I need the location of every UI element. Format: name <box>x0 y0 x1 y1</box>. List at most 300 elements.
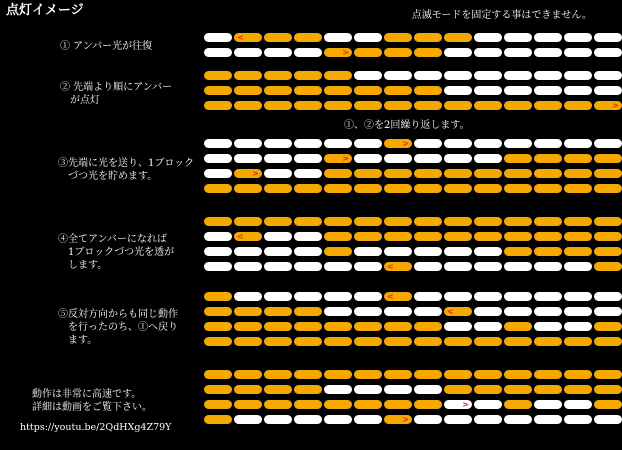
step2-row3-segment-amber <box>594 101 622 110</box>
step2-row3-segment-amber <box>564 101 592 110</box>
final-row1-segment-amber <box>234 370 262 379</box>
step3-row2-segment-white <box>234 154 262 163</box>
step5-row4-segment-amber <box>414 337 442 346</box>
final-row1-segment-amber <box>474 370 502 379</box>
final-row3-segment-amber <box>414 400 442 409</box>
final-row3-segment-amber <box>234 400 262 409</box>
arrow-right-icon: > <box>612 101 619 110</box>
step4-row3-segment-white <box>354 247 382 256</box>
step4-row4-segment-white <box>564 262 592 271</box>
step5-row1-segment-amber <box>204 292 232 301</box>
step4-row4-segment-white <box>324 262 352 271</box>
step5-row4-segment-amber <box>204 337 232 346</box>
step2-row1-segment-white <box>564 71 592 80</box>
final-row2-segment-white <box>384 385 412 394</box>
step2-row1-segment-white <box>474 71 502 80</box>
final-row2-segment-amber <box>504 385 532 394</box>
final-row2-segment-amber <box>294 385 322 394</box>
step5-row2-segment-white <box>354 307 382 316</box>
step3-row1-segment-white <box>444 139 472 148</box>
step5-row4-segment-amber <box>354 337 382 346</box>
final-row3-segment-white <box>534 400 562 409</box>
step5-row3-segment-white <box>564 322 592 331</box>
final-row3-segment-amber <box>264 400 292 409</box>
step4-row3-segment-amber <box>504 247 532 256</box>
step3-row3-segment-amber <box>564 169 592 178</box>
step5-row3-segment-amber <box>594 322 622 331</box>
step3-row1-segment-white <box>504 139 532 148</box>
step2-row3-segment-amber <box>264 101 292 110</box>
step1-row2-segment-amber <box>384 48 412 57</box>
step4-row1-segment-amber <box>324 217 352 226</box>
step1-row2-segment-white <box>534 48 562 57</box>
step3-row1-segment-white <box>594 139 622 148</box>
step5-row2-segment-white <box>594 307 622 316</box>
step2-row1-segment-amber <box>294 71 322 80</box>
step2-row2-segment-white <box>444 86 472 95</box>
step4-row2-segment-white <box>204 232 232 241</box>
step1-row1-segment-white <box>594 33 622 42</box>
step4-row4-segment-white <box>264 262 292 271</box>
step4-row1-segment-amber <box>534 217 562 226</box>
footer-line: 詳細は動画をご覧下さい。 <box>32 402 152 413</box>
step2-row2-segment-white <box>474 86 502 95</box>
step5-row2-segment-white <box>324 307 352 316</box>
final-row2-segment-white <box>324 385 352 394</box>
step3-row3-segment-amber <box>414 169 442 178</box>
step3-line: ③先端に光を送り、1ブロック <box>58 158 195 169</box>
arrow-right-icon: > <box>402 139 409 148</box>
step5-row1-segment-white <box>564 292 592 301</box>
final-row3-segment-white <box>444 400 472 409</box>
step3-row4-segment-amber <box>294 184 322 193</box>
step2-row3-segment-amber <box>414 101 442 110</box>
step2-row3-segment-amber <box>354 101 382 110</box>
step4-row1-segment-amber <box>474 217 502 226</box>
step1-line: ① アンバー光が往復 <box>60 41 153 52</box>
step4-row2-segment-amber <box>384 232 412 241</box>
step2-row2-segment-amber <box>414 86 442 95</box>
step1-row1-segment-amber <box>414 33 442 42</box>
step3-row3-segment-white <box>264 169 292 178</box>
step3-row2-segment-white <box>354 154 382 163</box>
arrow-left-icon: < <box>447 307 454 316</box>
step1-row1-segment-white <box>354 33 382 42</box>
step3-row3-segment-amber <box>444 169 472 178</box>
step3-row2-segment-white <box>204 154 232 163</box>
step5-line: を行ったのち、①へ戻り <box>58 322 178 333</box>
final-row4-segment-amber <box>204 415 232 424</box>
step5-row4-segment-amber <box>324 337 352 346</box>
step2-row3-segment-amber <box>534 101 562 110</box>
step5-row1-segment-amber <box>384 292 412 301</box>
step3-row3-segment-amber <box>474 169 502 178</box>
step2-line: が点灯 <box>60 95 100 106</box>
step4-row2-segment-white <box>294 232 322 241</box>
step4-row4-segment-amber <box>594 262 622 271</box>
final-row1-segment-amber <box>204 370 232 379</box>
step3-row4-segment-amber <box>474 184 502 193</box>
step3-row1-segment-white <box>234 139 262 148</box>
step3-row2-segment-amber <box>564 154 592 163</box>
step5-row3-segment-amber <box>414 322 442 331</box>
step5-row1-segment-white <box>474 292 502 301</box>
step3-row1-segment-white <box>474 139 502 148</box>
step5-row1-segment-white <box>414 292 442 301</box>
step5-row3-segment-white <box>534 322 562 331</box>
step5-row3-segment-white <box>474 322 502 331</box>
step4-row3-segment-amber <box>564 247 592 256</box>
step5-row1-segment-white <box>294 292 322 301</box>
step4-row4-segment-white <box>534 262 562 271</box>
arrow-right-icon: > <box>402 415 409 424</box>
step3-row4-segment-amber <box>414 184 442 193</box>
step5-row2-segment-white <box>414 307 442 316</box>
final-row4-segment-white <box>414 415 442 424</box>
step4-row2-segment-white <box>264 232 292 241</box>
step3-row4-segment-amber <box>234 184 262 193</box>
final-row1-segment-amber <box>324 370 352 379</box>
step2-row2-segment-amber <box>354 86 382 95</box>
step2-row2-segment-white <box>504 86 532 95</box>
step2-row1-segment-amber <box>264 71 292 80</box>
step1-row2-segment-white <box>234 48 262 57</box>
final-row3-segment-white <box>564 400 592 409</box>
step3-row2-segment-white <box>384 154 412 163</box>
step5-row2-segment-white <box>564 307 592 316</box>
step3-row1-segment-white <box>324 139 352 148</box>
step4-line: ④全てアンバーになれば <box>58 234 167 245</box>
final-row1-segment-amber <box>564 370 592 379</box>
step5-row3-segment-amber <box>234 322 262 331</box>
step5-row1-segment-white <box>234 292 262 301</box>
step4-row1-segment-amber <box>594 217 622 226</box>
step4-line: します。 <box>58 260 108 271</box>
step4-row1-segment-amber <box>504 217 532 226</box>
final-row2-segment-amber <box>564 385 592 394</box>
step4-line: 1ブロックづつ光を透が <box>58 247 175 258</box>
fixed-mode-note: 点滅モードを固定する事はできません。 <box>411 10 592 21</box>
final-row4-segment-white <box>264 415 292 424</box>
step4-row2-segment-amber <box>474 232 502 241</box>
footer-line: 動作は非常に高速です。 <box>32 389 142 400</box>
step5-row1-segment-white <box>354 292 382 301</box>
step1-row1-segment-amber <box>234 33 262 42</box>
final-row1-segment-amber <box>384 370 412 379</box>
step2-row1-segment-white <box>444 71 472 80</box>
step3-row3-segment-amber <box>534 169 562 178</box>
final-row2-segment-amber <box>474 385 502 394</box>
step4-row1-segment-amber <box>444 217 472 226</box>
step3-row1-segment-white <box>414 139 442 148</box>
step4-row3-segment-white <box>444 247 472 256</box>
step4-row3-segment-white <box>204 247 232 256</box>
step4-row4-segment-white <box>204 262 232 271</box>
step2-row1-segment-white <box>384 71 412 80</box>
final-row3-segment-amber <box>504 400 532 409</box>
step2-row2-segment-white <box>594 86 622 95</box>
final-row4-segment-white <box>294 415 322 424</box>
step3-row3-segment-amber <box>384 169 412 178</box>
page-title: 点灯イメージ <box>6 3 84 18</box>
step4-row4-segment-white <box>444 262 472 271</box>
step4-row3-segment-white <box>294 247 322 256</box>
step2-row2-segment-white <box>564 86 592 95</box>
step4-row2-segment-amber <box>594 232 622 241</box>
final-row1-segment-amber <box>444 370 472 379</box>
step2-row1-segment-white <box>414 71 442 80</box>
step1-row2-segment-white <box>474 48 502 57</box>
step3-row3-segment-white <box>294 169 322 178</box>
step3-line: づつ光を貯めます。 <box>58 171 158 182</box>
arrow-left-icon: < <box>237 33 244 42</box>
step2-row1-segment-amber <box>234 71 262 80</box>
step5-row1-segment-white <box>264 292 292 301</box>
step5-row2-segment-amber <box>444 307 472 316</box>
step3-row3-segment-amber <box>594 169 622 178</box>
step5-row2-segment-white <box>384 307 412 316</box>
step1-row1-segment-white <box>474 33 502 42</box>
step2-row2-segment-amber <box>204 86 232 95</box>
step5-row3-segment-amber <box>204 322 232 331</box>
final-row4-segment-white <box>474 415 502 424</box>
final-row4-segment-white <box>324 415 352 424</box>
final-row4-segment-white <box>564 415 592 424</box>
step4-row4-segment-white <box>504 262 532 271</box>
final-row3-segment-amber <box>354 400 382 409</box>
step4-row1-segment-amber <box>234 217 262 226</box>
step5-row4-segment-amber <box>234 337 262 346</box>
step4-row3-segment-amber <box>324 247 352 256</box>
final-row1-segment-amber <box>294 370 322 379</box>
step4-row1-segment-amber <box>384 217 412 226</box>
step3-row2-segment-white <box>264 154 292 163</box>
final-row1-segment-amber <box>504 370 532 379</box>
step3-row4-segment-amber <box>384 184 412 193</box>
final-row4-segment-white <box>354 415 382 424</box>
step5-row1-segment-white <box>534 292 562 301</box>
step1-row1-segment-amber <box>264 33 292 42</box>
step5-row1-segment-white <box>324 292 352 301</box>
step3-row2-segment-amber <box>504 154 532 163</box>
final-row4-segment-white <box>444 415 472 424</box>
step1-row1-segment-white <box>564 33 592 42</box>
step3-row2-segment-amber <box>594 154 622 163</box>
step4-row1-segment-amber <box>354 217 382 226</box>
step2-row3-segment-amber <box>324 101 352 110</box>
final-row3-segment-amber <box>204 400 232 409</box>
repeat-note: ①、②を2回繰り返します。 <box>344 120 470 131</box>
step2-row3-segment-amber <box>504 101 532 110</box>
step4-row2-segment-amber <box>354 232 382 241</box>
arrow-right-icon: > <box>342 154 349 163</box>
final-row2-segment-amber <box>204 385 232 394</box>
step1-row2-segment-amber <box>324 48 352 57</box>
step4-row1-segment-amber <box>414 217 442 226</box>
final-row4-segment-amber <box>384 415 412 424</box>
step1-row2-segment-white <box>564 48 592 57</box>
step5-row3-segment-amber <box>384 322 412 331</box>
step5-row4-segment-amber <box>594 337 622 346</box>
step5-row4-segment-amber <box>504 337 532 346</box>
step1-row1-segment-amber <box>444 33 472 42</box>
step4-row4-segment-amber <box>384 262 412 271</box>
step4-row2-segment-amber <box>234 232 262 241</box>
step2-row2-segment-amber <box>234 86 262 95</box>
step4-row1-segment-amber <box>294 217 322 226</box>
step3-row2-segment-white <box>444 154 472 163</box>
step4-row2-segment-amber <box>564 232 592 241</box>
step4-row3-segment-amber <box>534 247 562 256</box>
step3-row2-segment-white <box>474 154 502 163</box>
step5-row2-segment-white <box>534 307 562 316</box>
step5-row2-segment-amber <box>264 307 292 316</box>
step5-row4-segment-amber <box>444 337 472 346</box>
step2-row1-segment-amber <box>324 71 352 80</box>
arrow-left-icon: < <box>387 292 394 301</box>
step5-row4-segment-amber <box>534 337 562 346</box>
step1-row1-segment-white <box>324 33 352 42</box>
step3-row4-segment-amber <box>264 184 292 193</box>
step5-row4-segment-amber <box>264 337 292 346</box>
step3-row1-segment-white <box>354 139 382 148</box>
step1-row2-segment-white <box>204 48 232 57</box>
step2-row1-segment-white <box>504 71 532 80</box>
step4-row4-segment-white <box>474 262 502 271</box>
step4-row3-segment-amber <box>594 247 622 256</box>
final-row4-segment-white <box>234 415 262 424</box>
step1-row2-segment-amber <box>414 48 442 57</box>
step2-row2-segment-amber <box>324 86 352 95</box>
step3-row2-segment-white <box>294 154 322 163</box>
step1-row1-segment-white <box>534 33 562 42</box>
step1-row1-segment-amber <box>294 33 322 42</box>
step3-row1-segment-white <box>204 139 232 148</box>
final-row3-segment-amber <box>294 400 322 409</box>
step3-row1-segment-amber <box>384 139 412 148</box>
final-row2-segment-amber <box>264 385 292 394</box>
step4-row3-segment-white <box>264 247 292 256</box>
step1-row2-segment-white <box>264 48 292 57</box>
step2-row3-segment-amber <box>294 101 322 110</box>
step5-row2-segment-amber <box>204 307 232 316</box>
step4-row3-segment-white <box>474 247 502 256</box>
step5-row3-segment-white <box>444 322 472 331</box>
step2-row3-segment-amber <box>234 101 262 110</box>
final-row1-segment-amber <box>264 370 292 379</box>
step1-row2-segment-white <box>294 48 322 57</box>
step5-row4-segment-amber <box>474 337 502 346</box>
final-row2-segment-white <box>354 385 382 394</box>
step3-row1-segment-white <box>534 139 562 148</box>
step2-row3-segment-amber <box>444 101 472 110</box>
final-row4-segment-white <box>534 415 562 424</box>
step2-row2-segment-amber <box>294 86 322 95</box>
step3-row4-segment-amber <box>204 184 232 193</box>
step4-row3-segment-white <box>384 247 412 256</box>
step4-row1-segment-amber <box>564 217 592 226</box>
step3-row4-segment-amber <box>534 184 562 193</box>
step5-row4-segment-amber <box>564 337 592 346</box>
final-row1-segment-amber <box>354 370 382 379</box>
arrow-left-icon: < <box>237 232 244 241</box>
step5-row2-segment-white <box>474 307 502 316</box>
final-row4-segment-white <box>594 415 622 424</box>
step2-row1-segment-white <box>534 71 562 80</box>
step3-row2-segment-amber <box>534 154 562 163</box>
step1-row2-segment-white <box>504 48 532 57</box>
video-link[interactable]: https://youtu.be/2QdHXg4Z79Y <box>20 422 172 433</box>
step5-row3-segment-amber <box>324 322 352 331</box>
step4-row2-segment-amber <box>324 232 352 241</box>
step4-row3-segment-white <box>414 247 442 256</box>
step2-row3-segment-amber <box>384 101 412 110</box>
step3-row1-segment-white <box>564 139 592 148</box>
step5-row2-segment-white <box>504 307 532 316</box>
step3-row4-segment-amber <box>564 184 592 193</box>
step5-row2-segment-amber <box>294 307 322 316</box>
final-row3-segment-white <box>474 400 502 409</box>
step4-row2-segment-amber <box>414 232 442 241</box>
step2-row3-segment-amber <box>204 101 232 110</box>
step5-row1-segment-white <box>444 292 472 301</box>
step3-row3-segment-amber <box>234 169 262 178</box>
step3-row2-segment-white <box>414 154 442 163</box>
step5-row2-segment-amber <box>234 307 262 316</box>
final-row1-segment-amber <box>414 370 442 379</box>
step2-row2-segment-amber <box>264 86 292 95</box>
final-row2-segment-amber <box>234 385 262 394</box>
step4-row4-segment-white <box>354 262 382 271</box>
arrow-left-icon: < <box>387 262 394 271</box>
step3-row3-segment-amber <box>354 169 382 178</box>
step3-row3-segment-amber <box>324 169 352 178</box>
final-row2-segment-amber <box>594 385 622 394</box>
final-row3-segment-amber <box>384 400 412 409</box>
step1-row2-segment-white <box>444 48 472 57</box>
step1-row2-segment-amber <box>354 48 382 57</box>
step3-row3-segment-amber <box>504 169 532 178</box>
step1-row2-segment-white <box>594 48 622 57</box>
arrow-right-icon: > <box>462 400 469 409</box>
step2-row1-segment-white <box>354 71 382 80</box>
step3-row1-segment-white <box>264 139 292 148</box>
step3-row4-segment-amber <box>594 184 622 193</box>
step4-row3-segment-white <box>234 247 262 256</box>
step2-row3-segment-amber <box>474 101 502 110</box>
step2-row1-segment-white <box>594 71 622 80</box>
final-row1-segment-amber <box>594 370 622 379</box>
step5-row3-segment-amber <box>504 322 532 331</box>
step3-row3-segment-white <box>204 169 232 178</box>
step5-line: ⑤反対方向からも同じ動作 <box>58 309 178 320</box>
step5-row1-segment-white <box>594 292 622 301</box>
arrow-right-icon: > <box>252 169 259 178</box>
step5-line: ます。 <box>58 335 98 346</box>
final-row4-segment-white <box>504 415 532 424</box>
step1-row1-segment-white <box>504 33 532 42</box>
step4-row2-segment-amber <box>534 232 562 241</box>
step4-row4-segment-white <box>234 262 262 271</box>
step4-row4-segment-white <box>414 262 442 271</box>
step3-row1-segment-white <box>294 139 322 148</box>
step3-row2-segment-amber <box>324 154 352 163</box>
step5-row1-segment-white <box>504 292 532 301</box>
step5-row3-segment-amber <box>264 322 292 331</box>
step2-row2-segment-amber <box>384 86 412 95</box>
step3-row4-segment-amber <box>444 184 472 193</box>
arrow-right-icon: > <box>342 48 349 57</box>
